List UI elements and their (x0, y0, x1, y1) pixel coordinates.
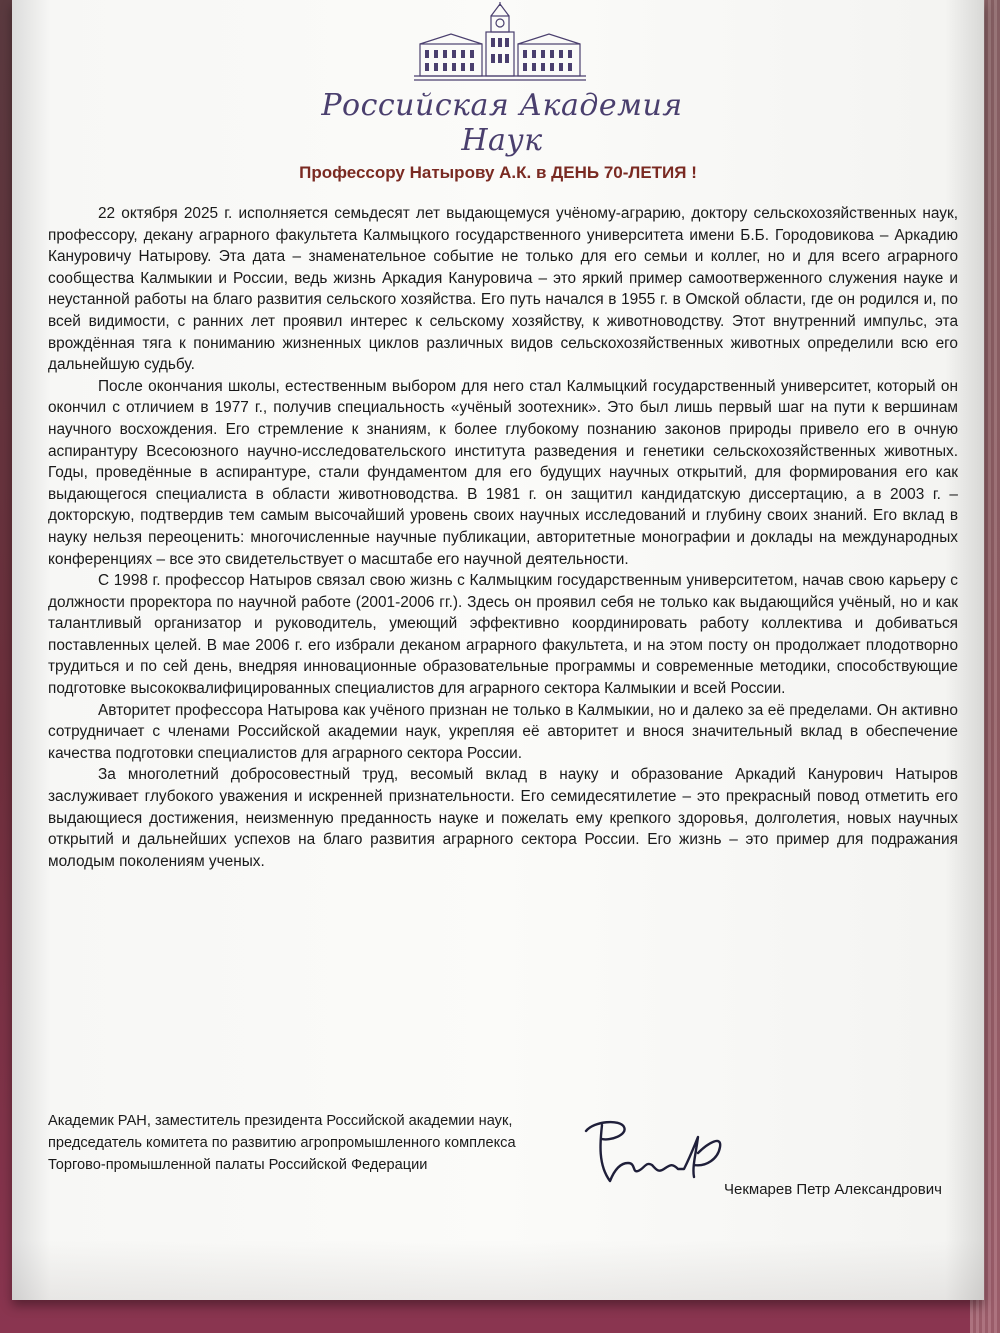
signer-name: Чекмарев Петр Александрович (724, 1181, 942, 1198)
signer-position-line: председатель комитета по развитию агропромышленного комплекса (48, 1135, 516, 1151)
paragraph: За многолетний добросовестный труд, весомый вклад в науку и образование Аркадий Канурович Натыров заслуживает глубокого уважения и искренней признательности. Его семидесятилетие – это прекрасный повод отметить его выдающиеся достижения, неизменную преданность науке и пожелать ему крепкого здоровья, долголетия, новых научных открытий и дальнейших успехов на благо развития аграрного сектора России. Его жизнь – это пример для подражания молодым поколениям ученых. (48, 766, 958, 870)
letter-title: Профессору Натырову А.К. в ДЕНЬ 70-ЛЕТИЯ ! (299, 163, 697, 182)
paragraph: 22 октября 2025 г. исполняется семьдесят лет выдающемуся учёному-аграрию, доктору сельскохозяйственных наук, профессору, декану аграрного факультета Калмыцкого государственного университета имени Б.Б. Городовикова – Аркадию Кануровичу Натырову. Эта дата – знаменательное событие не только для его семьи и коллег, но и для всего аграрного сообщества Калмыкии и России, ведь жизнь Аркадия Кануровича – это яркий пример самоотверженного служения науке и неустанной работы на благо развития сельского хозяйства. Его путь начался в 1955 г. в Омской области, где он родился и, по всей видимости, с ранних лет проявил интерес к сельскому хозяйству, к животноводству. Этот внутренний импульс, эта врождённая тяга к пониманию жизненных циклов различных видов сельскохозяйственных животных определили всю его дальнейшую судьбу. (48, 205, 958, 374)
sheet-shadow (12, 1240, 984, 1300)
academy-building-emblem (412, 2, 588, 82)
signer-position-line: Торгово-промышленной палаты Российской Федерации (48, 1157, 428, 1173)
academy-name-logo: Российская Академия Наук (321, 88, 683, 158)
letter-sheet (12, 0, 984, 1300)
letter-body (48, 203, 958, 872)
signer-position (48, 1110, 568, 1176)
signer-position-line: Академик РАН, заместитель президента Российской академии наук, (48, 1113, 513, 1129)
paragraph: После окончания школы, естественным выбором для него стал Калмыцкий государственный университет, который он окончил с отличием в 1977 г., получив специальность «учёный зоотехник». Это был лишь первый шаг на пути к вершинам научного восхождения. Его стремление к знаниям, к более глубокому познанию законов природы привело его в очную аспирантуру Всесоюзного научно-исследовательского института разведения и генетики сельскохозяйственных животных. Годы, проведённые в аспирантуре, стали фундаментом для его будущих научных открытий, для формирования его как выдающегося специалиста в области животноводства. В 1981 г. он защитил кандидатскую диссертацию, а в 2003 г. – докторскую, подтвердив тем самым высочайший уровень своих научных исследований и глубину своих знаний. Его вклад в науку нельзя переоценить: многочисленные научные публикации, авторитетные монографии и доклады на международных конференциях – все это свидетельствует о масштабе его научной деятельности. (48, 377, 958, 568)
handwritten-signature (580, 1113, 740, 1193)
paragraph: С 1998 г. профессор Натыров связал свою жизнь с Калмыцким государственным университетом, начав свою карьеру с должности проректора по научной работе (2001-2006 гг.). Здесь он проявил себя не только как выдающийся учёный, но и как талантливый организатор и руководитель, умеющий эффективно координировать работу коллектива и добиваться поставленных целей. В мае 2006 г. его избрали деканом аграрного факультета, и на этом посту он продолжает плодотворно трудиться и по сей день, внедряя инновационные образовательные программы и современные методики, способствующие подготовке высококвалифицированных специалистов для аграрного сектора Калмыкии и всей России. (48, 572, 958, 698)
paragraph: Авторитет профессора Натырова как учёного признан не только в Калмыкии, но и далеко за её пределами. Он активно сотрудничает с членами Российской академии наук, укрепляя её авторитет и внося значительный вклад в обеспечение качества подготовки специалистов для аграрного сектора России. (48, 701, 958, 762)
